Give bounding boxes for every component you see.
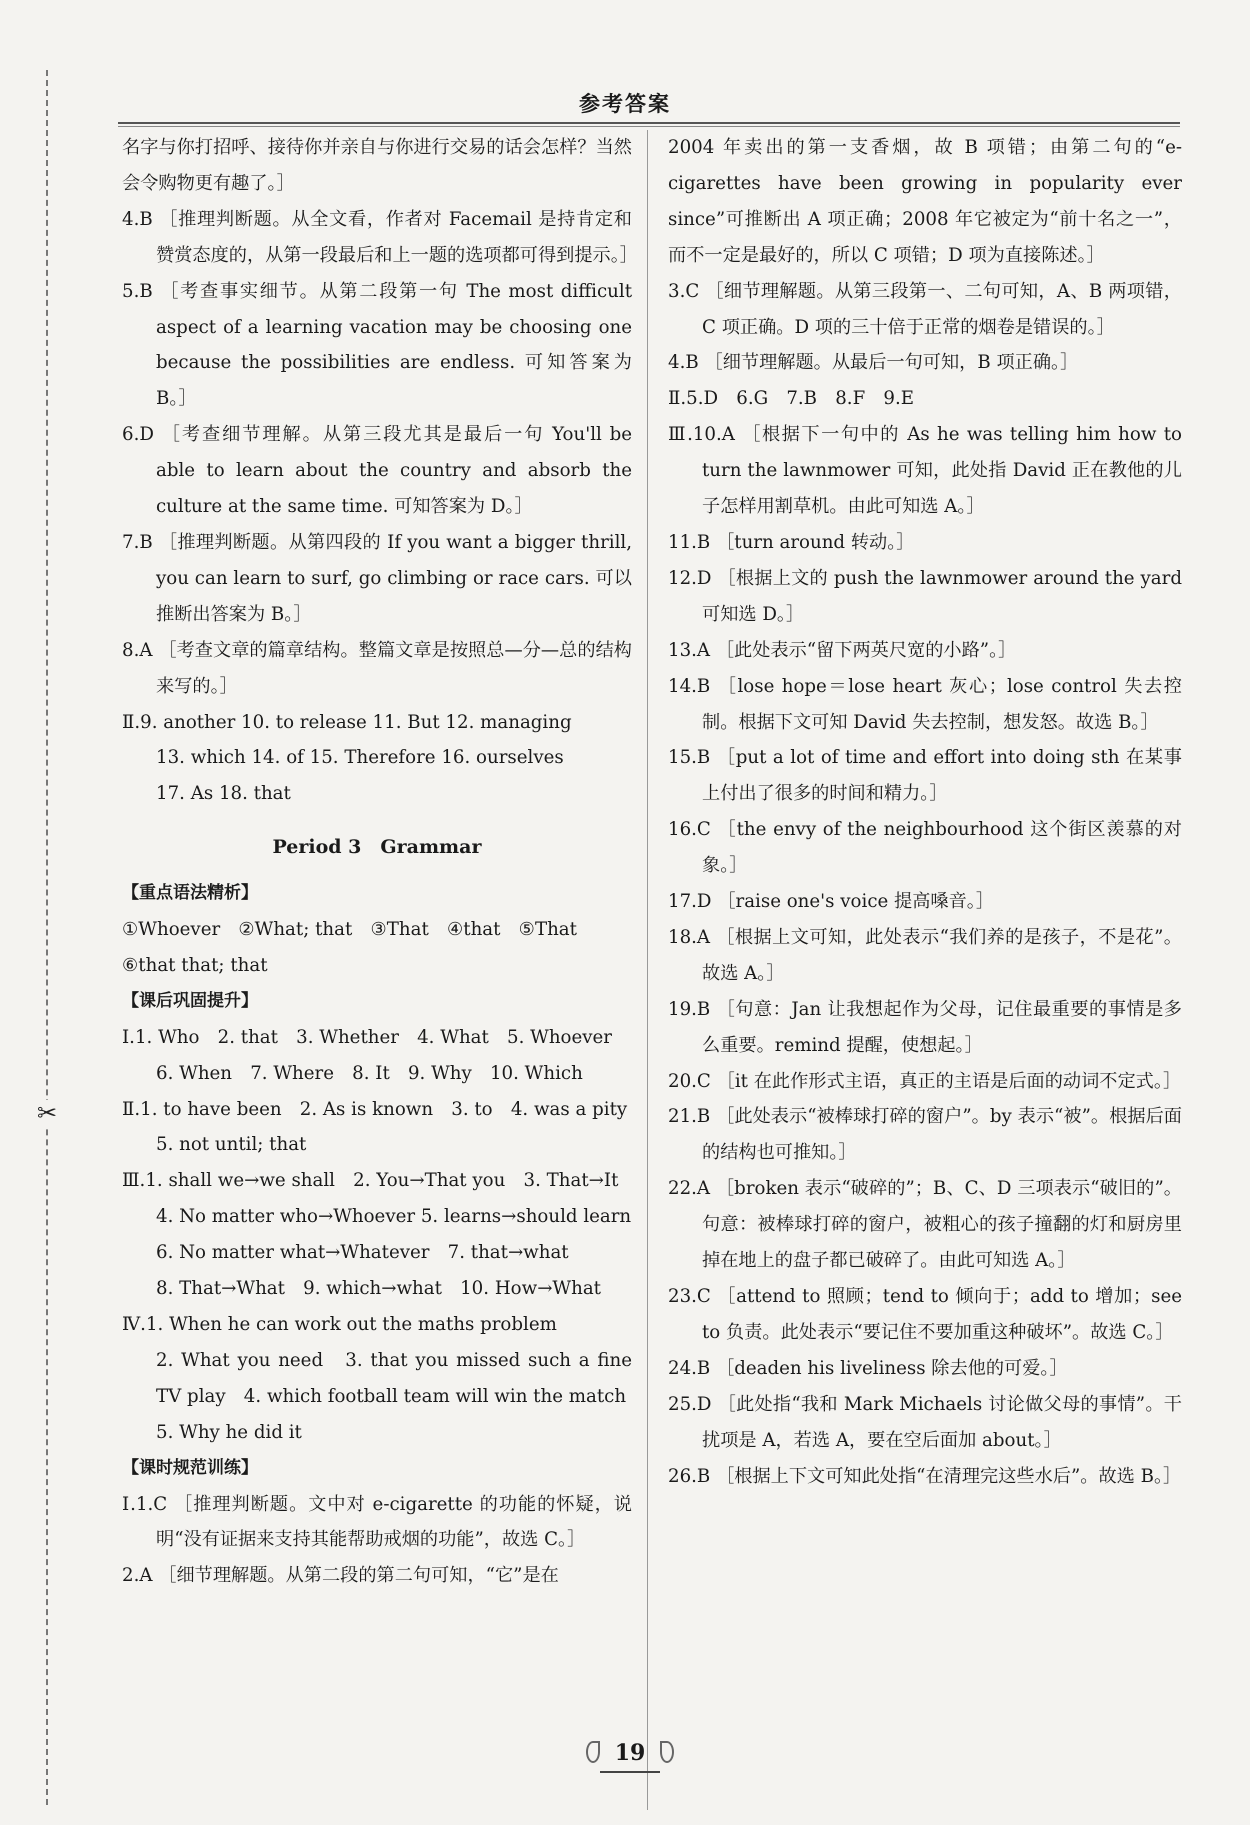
consolidate-group: Ⅰ.1. Who 2. that 3. Whether 4. What 5. Whoever [122,1026,612,1048]
answer-item: 14.B ［lose hope＝lose heart 灰心；lose control 失去控制。根据下文可知 David 失去控制，想发怒。故选 B。］ [668,675,1182,733]
answer-item: Ⅰ.1.C ［推理判断题。文中对 e-cigarette 的功能的怀疑，说明“没有证据来支持其能帮助戒烟的功能”，故选 C。］ [122,1493,632,1551]
scissors-icon: ✂ [34,1100,60,1126]
right-column [668,130,1182,1494]
answer-item: 19.B ［句意：Jan 让我想起作为父母，记住最重要的事情是多么重要。remind 提醒，使想起。］ [668,998,1182,1056]
page-number: 19 [600,1735,660,1773]
answer-item: 12.D ［根据上文的 push the lawnmower around the yard 可知选 D。］ [668,567,1182,625]
grammar-heading: 【重点语法精析】 [122,883,258,904]
grammar-line: ⑥that that; that [122,954,268,976]
answer-item: 18.A ［根据上文可知，此处表示“我们养的是孩子，不是花”。故选 A。］ [668,926,1182,984]
answer-item: 3.C ［细节理解题。从第三段第一、二句可知，A、B 两项错，C 项正确。D 项的三十倍于正常的烟卷是错误的。］ [668,280,1182,338]
answer-item: 26.B ［根据上下文可知此处指“在清理完这些水后”。故选 B。］ [668,1465,1182,1487]
answer-item: 4.B ［推理判断题。从全文看，作者对 Facemail 是持肯定和赞赏态度的，从第一段最后和上一题的选项都可得到提示。］ [122,208,638,266]
cut-line [46,70,48,1805]
header-rule [118,122,1180,127]
answer-item: 6.D ［考查细节理解。从第三段尤其是最后一句 You'll be able to learn about the country and absorb the culture at the same time. 可知答案为 D。］ [122,424,632,518]
consolidate-line: 6. When 7. Where 8. It 9. Why 10. Which [156,1062,583,1084]
answer-item: 13.A ［此处表示“留下两英尺宽的小路”。］ [668,639,1017,661]
consolidate-line: 4. No matter who→Whoever 5. learns→should learn [156,1206,632,1228]
training-heading: 【课时规范训练】 [122,1457,258,1478]
section-2-answers-line: 13. which 14. of 15. Therefore 16. ourselves [156,747,564,769]
consolidate-group: Ⅳ.1. When he can work out the maths problem [122,1314,557,1335]
period-title: Period 3 Grammar [272,836,482,859]
column-divider [647,130,648,1810]
consolidate-line: 6. No matter what→Whatever 7. that→what [156,1242,569,1264]
answer-item: 21.B ［此处表示“被棒球打碎的窗户”。by 表示“被”。根据后面的结构也可推知。］ [668,1106,1182,1164]
consolidate-line: 5. not until; that [156,1134,307,1156]
section-2-answers: Ⅱ.9. another 10. to release 11. But 12. managing [122,711,572,733]
consolidate-group: Ⅲ.1. shall we→we shall 2. You→That you 3. That→It [122,1170,619,1192]
answer-item: 25.D ［此处指“我和 Mark Michaels 讨论做父母的事情”。干扰项是 A，若选 A，要在空后面加 about。］ [668,1393,1182,1451]
answer-item: 4.B ［细节理解题。从最后一句可知，B 项正确。］ [668,352,1079,374]
answer-item: 20.C ［it 在此作形式主语，真正的主语是后面的动词不定式。］ [668,1070,1182,1092]
page-header-title: 参考答案 [579,92,671,116]
consolidate-group: Ⅱ.1. to have been 2. As is known 3. to 4. was a pity [122,1098,628,1120]
consolidate-line: 2. What you need 3. that you missed such a fine TV play 4. which football team will win the match [156,1349,632,1407]
answer-item: 8.A ［考查文章的篇章结构。整篇文章是按照总—分—总的结构来写的。］ [122,639,632,697]
consolidate-heading: 【课后巩固提升】 [122,990,258,1011]
answer-item: 15.B ［put a lot of time and effort into doing sth 在某事上付出了很多的时间和精力。］ [668,747,1182,805]
answer-item: 2.A ［细节理解题。从第二段的第二句可知，“它”是在 [122,1565,559,1587]
section-2-answers-line: 17. As 18. that [156,783,291,805]
consolidate-line: 8. That→What 9. which→what 10. How→What [156,1278,601,1300]
answer-item: 7.B ［推理判断题。从第四段的 If you want a bigger thrill, you can learn to surf, go climbing or race cars. 可以推断出答案为 B。］ [122,531,632,625]
answer-item: Ⅲ.10.A ［根据下一句中的 As he was telling him how to turn the lawnmower 可知，此处指 David 正在教他的儿子怎样用割草机。由此可知选 A。］ [668,424,1182,518]
answer-item: 17.D ［raise one's voice 提高嗓音。］ [668,891,995,913]
answer-item: 11.B ［turn around 转动。］ [668,531,915,553]
answer-item: 22.A ［broken 表示“破碎的”；B、C、D 三项表示“破旧的”。句意：被棒球打碎的窗户，被粗心的孩子撞翻的灯和厨房里掉在地上的盘子都已破碎了。由此可知选 A。］ [668,1178,1182,1272]
consolidate-line: 5. Why he did it [156,1421,302,1443]
answer-item: 16.C ［the envy of the neighbourhood 这个街区羡慕的对象。］ [668,819,1182,877]
answer-item: 24.B ［deaden his liveliness 除去他的可爱。］ [668,1357,1068,1379]
section-2-answers: Ⅱ.5.D 6.G 7.B 8.F 9.E [668,388,915,410]
answer-item: 23.C ［attend to 照顾；tend to 倾向于；add to 增加；see to 负责。此处表示“要记住不要加重这种破坏”。故选 C。］ [668,1286,1182,1343]
grammar-line: ①Whoever ②What; that ③That ④that ⑤That [122,919,577,941]
left-column [122,130,638,1594]
continued-answer: 2004 年卖出的第一支香烟，故 B 项错；由第二句的“e-cigarettes have been growing in popularity ever since”可推断出 A 项正确；2008 年它被定为“前十名之一”，而不一定是最好的，所以 C 项错；D 项为直接陈述。］ [668,137,1182,266]
answer-item: 5.B ［考查事实细节。从第二段第一句 The most difficult aspect of a learning vacation may be choosing one because the possibilities are endless. 可知答案为 B。］ [122,280,632,410]
continued-answer: 名字与你打招呼、接待你并亲自与你进行交易的话会怎样？当然会令购物更有趣了。］ [122,137,632,194]
